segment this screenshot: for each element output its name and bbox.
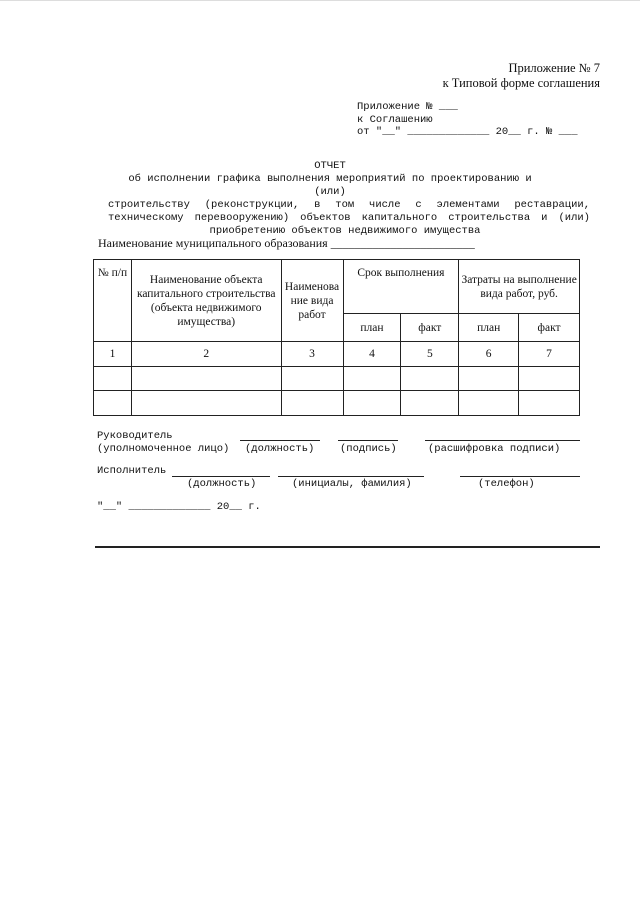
table-cell	[459, 367, 519, 391]
table-cell	[519, 367, 580, 391]
header-plan-costs: план	[459, 314, 519, 342]
header-costs: Затраты на выполнение вида работ, руб.	[459, 260, 580, 314]
col-number-6: 6	[459, 342, 519, 367]
header-plan-term: план	[343, 314, 401, 342]
exec-initials-line	[278, 476, 424, 477]
scan-top-edge	[0, 0, 640, 1]
table-cell	[401, 367, 459, 391]
table-cell	[343, 391, 401, 416]
table-cell	[459, 391, 519, 416]
report-title-line-4: приобретению объектов недвижимого имущества	[209, 225, 481, 237]
header-fact-term: факт	[401, 314, 459, 342]
report-title-block	[60, 160, 600, 238]
col-number-1: 1	[94, 342, 132, 367]
head-position-line	[240, 440, 320, 441]
municipality-field: Наименование муниципального образования ________________________	[98, 236, 475, 250]
exec-position-caption: (должность)	[187, 478, 257, 490]
head-sublabel: (уполномоченное лицо)	[97, 443, 230, 455]
table-cell	[401, 391, 459, 416]
header-works: Наименова ние вида работ	[281, 260, 343, 342]
annex-block	[357, 101, 578, 139]
head-decoding-line	[425, 440, 580, 441]
head-decoding-caption: (расшифровка подписи)	[428, 443, 561, 455]
signature-date: "__" _____________ 20__ г.	[97, 501, 261, 513]
annex-line-3: от "__" _____________ 20__ г. № ___	[357, 126, 578, 138]
exec-phone-caption: (телефон)	[478, 478, 535, 490]
header-object: Наименование объекта капитального строительства (объекта недвижимого имущества)	[131, 260, 281, 342]
header-term: Срок выполнения	[343, 260, 459, 314]
table-cell	[131, 367, 281, 391]
exec-phone-line	[460, 476, 580, 477]
table-cell	[343, 367, 401, 391]
col-number-3: 3	[281, 342, 343, 367]
head-signature-line	[338, 440, 398, 441]
bottom-rule	[95, 546, 600, 548]
table-row	[94, 367, 580, 391]
report-title-line-2: строительству (реконструкции, в том числе с элементами реставрации,	[108, 199, 590, 211]
report-title-line-1: об исполнении графика выполнения мероприятий по проектированию и (или)	[128, 173, 532, 198]
attachment-form-ref: к Типовой форме соглашения	[442, 76, 600, 90]
header-fact-costs: факт	[519, 314, 580, 342]
report-title: ОТЧЕТ	[314, 160, 346, 172]
exec-position-line	[172, 476, 270, 477]
annex-line-2: к Соглашению	[357, 113, 433, 126]
executor-label: Исполнитель	[97, 465, 167, 477]
schedule-table	[93, 259, 580, 416]
col-number-7: 7	[519, 342, 580, 367]
table-cell	[94, 391, 132, 416]
exec-initials-caption: (инициалы, фамилия)	[292, 478, 412, 490]
col-number-4: 4	[343, 342, 401, 367]
head-position-caption: (должность)	[245, 443, 315, 455]
table-header-row	[94, 260, 580, 314]
table-number-row	[94, 342, 580, 367]
annex-line-1: Приложение № ___	[357, 101, 458, 113]
col-number-2: 2	[131, 342, 281, 367]
head-signature-caption: (подпись)	[340, 443, 397, 455]
header-num: № п/п	[94, 260, 132, 342]
table-cell	[94, 367, 132, 391]
table-cell	[131, 391, 281, 416]
head-label: Руководитель	[97, 430, 173, 442]
col-number-5: 5	[401, 342, 459, 367]
table-row	[94, 391, 580, 416]
table-cell	[281, 367, 343, 391]
attachment-number: Приложение № 7	[508, 61, 600, 75]
report-title-line-3: техническому перевооружению) объектов капитального строительства и (или)	[108, 212, 590, 224]
table-cell	[519, 391, 580, 416]
table-cell	[281, 391, 343, 416]
